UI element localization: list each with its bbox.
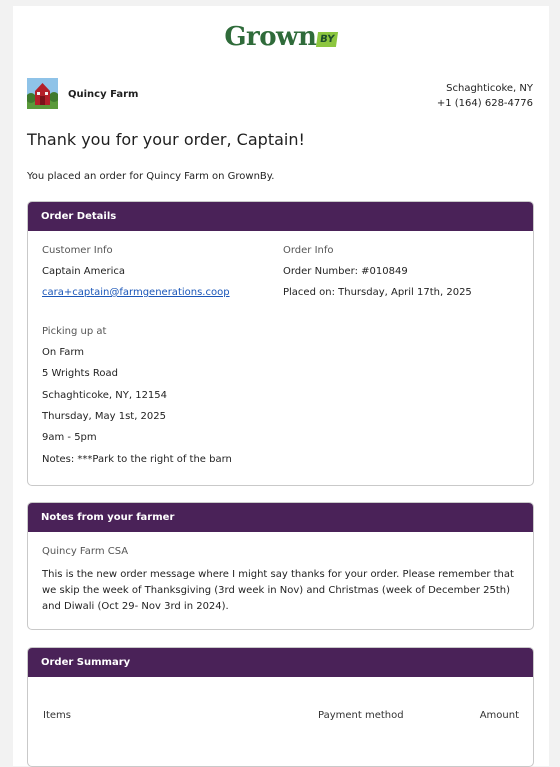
order-number: Order Number: #010849 bbox=[283, 266, 408, 277]
farmer-notes-subtitle: Quincy Farm CSA bbox=[42, 546, 129, 557]
summary-col-items: Items bbox=[43, 710, 71, 721]
customer-info-label: Customer Info bbox=[42, 245, 113, 256]
pickup-time: 9am - 5pm bbox=[42, 432, 97, 443]
grownby-logo[interactable] bbox=[13, 22, 549, 52]
order-details-card bbox=[27, 201, 534, 486]
farmer-notes-card bbox=[27, 502, 534, 630]
farm-contact bbox=[437, 81, 533, 111]
thank-you-heading: Thank you for your order, Captain! bbox=[27, 130, 305, 149]
pickup-street: 5 Wrights Road bbox=[42, 368, 118, 379]
email-page bbox=[13, 6, 549, 766]
farmer-notes-header: Notes from your farmer bbox=[28, 503, 533, 532]
logo-badge: BY bbox=[316, 32, 338, 47]
farmer-notes-message: This is the new order message where I might say thanks for your order. Please remember that we skip the week of Thanksgiving (3rd week in Nov) and Christmas (week of December 25th) and Diwali (Oct 29- Nov 3rd in 2024). bbox=[42, 569, 514, 612]
pickup-date: Thursday, May 1st, 2025 bbox=[42, 411, 167, 422]
farm-location: Schaghticoke, NY bbox=[446, 83, 533, 94]
order-summary-header: Order Summary bbox=[28, 648, 533, 677]
summary-col-amount: Amount bbox=[479, 710, 519, 721]
order-info-label: Order Info bbox=[283, 245, 334, 256]
logo-wordmark: Grown bbox=[224, 22, 317, 52]
customer-name: Captain America bbox=[42, 266, 126, 277]
farm-name: Quincy Farm bbox=[68, 89, 139, 100]
pickup-label: Picking up at bbox=[42, 326, 107, 337]
farm-phone[interactable]: +1 (164) 628-4776 bbox=[436, 98, 533, 109]
customer-email-link[interactable]: cara+captain@farmgenerations.coop bbox=[42, 287, 230, 298]
farm-avatar bbox=[27, 78, 58, 109]
order-placed-date: Placed on: Thursday, April 17th, 2025 bbox=[283, 287, 472, 298]
order-summary-card bbox=[27, 647, 534, 767]
pickup-notes: Notes: ***Park to the right of the barn bbox=[42, 454, 232, 465]
order-details-header: Order Details bbox=[28, 202, 533, 231]
farm-header bbox=[27, 78, 533, 114]
pickup-city: Schaghticoke, NY, 12154 bbox=[42, 390, 168, 401]
order-placed-text: You placed an order for Quincy Farm on GrownBy. bbox=[27, 171, 275, 182]
summary-col-payment: Payment method bbox=[318, 710, 404, 721]
pickup-location-name: On Farm bbox=[42, 347, 85, 358]
